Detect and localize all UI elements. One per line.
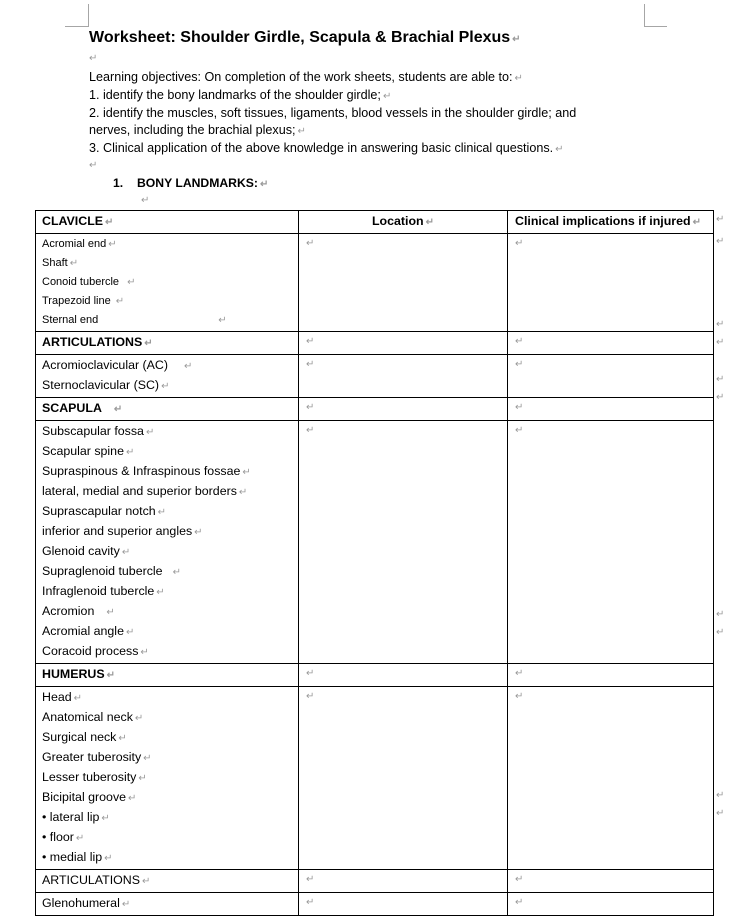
clinical-cell[interactable]: ↵ xyxy=(508,893,714,916)
list-item: • lateral lip ↵ xyxy=(42,810,110,824)
row-end-mark: ↵ xyxy=(716,337,725,348)
clinical-cell[interactable]: ↵ xyxy=(508,398,714,421)
row-end-mark: ↵ xyxy=(716,609,725,620)
header-clinical-implications: Clinical implications if injured ↵ xyxy=(508,211,714,234)
humerus-landmarks-cell xyxy=(36,687,299,870)
list-item: Conoid tubercle ↵ xyxy=(42,276,136,288)
clinical-cell[interactable]: ↵ xyxy=(508,870,714,893)
list-item: • medial lip ↵ xyxy=(42,850,113,864)
list-item: Surgical neck ↵ xyxy=(42,730,127,744)
objective-2: 2. identify the muscles, soft tissues, ligaments, blood vessels in the shoulder girdle; and xyxy=(89,106,577,120)
list-item: Bicipital groove ↵ xyxy=(42,790,137,804)
location-cell[interactable]: ↵ xyxy=(299,893,508,916)
table-row xyxy=(36,332,714,355)
clavicle-joints-cell xyxy=(36,355,299,398)
bony-landmarks-table xyxy=(35,210,714,916)
table-row-header xyxy=(36,211,714,234)
row-end-mark: ↵ xyxy=(716,236,725,247)
row-end-mark: ↵ xyxy=(716,319,725,330)
list-item: Sternoclavicular (SC) ↵ xyxy=(42,378,170,392)
list-item: Trapezoid line ↵ xyxy=(42,295,125,307)
clinical-cell[interactable]: ↵ xyxy=(508,234,714,332)
scapula-heading: SCAPULA ↵ xyxy=(36,398,299,421)
list-item: Greater tuberosity ↵ xyxy=(42,750,152,764)
row-end-mark: ↵ xyxy=(716,374,725,385)
list-item: Shaft ↵ xyxy=(42,257,79,269)
list-item: Supraglenoid tubercle ↵ xyxy=(42,564,181,578)
list-item: Anatomical neck ↵ xyxy=(42,710,144,724)
paragraph-mark: ↵ xyxy=(89,160,98,171)
crop-mark-top-right xyxy=(644,4,667,27)
table-row xyxy=(36,870,714,893)
list-item: Glenoid cavity ↵ xyxy=(42,544,131,558)
header-clavicle: CLAVICLE ↵ xyxy=(36,211,299,234)
location-cell[interactable]: ↵ xyxy=(299,332,508,355)
list-item: Supraspinous & Infraspinous fossae ↵ xyxy=(42,464,251,478)
table-row xyxy=(36,421,714,664)
location-cell[interactable]: ↵ xyxy=(299,355,508,398)
objective-1: 1. identify the bony landmarks of the shoulder girdle; ↵ xyxy=(89,88,392,102)
list-item: Infraglenoid tubercle ↵ xyxy=(42,584,165,598)
table-row xyxy=(36,234,714,332)
scapula-landmarks-cell xyxy=(36,421,299,664)
row-end-mark: ↵ xyxy=(716,627,725,638)
list-item: inferior and superior angles ↵ xyxy=(42,524,203,538)
row-end-mark: ↵ xyxy=(716,808,725,819)
list-item: Sternal end ↵ xyxy=(42,314,227,326)
humerus-heading: HUMERUS ↵ xyxy=(36,664,299,687)
paragraph-mark: ↵ xyxy=(141,195,150,206)
location-cell[interactable]: ↵ xyxy=(299,687,508,870)
location-cell[interactable]: ↵ xyxy=(299,664,508,687)
list-item: Acromial end ↵ xyxy=(42,238,117,250)
articulations-heading: ARTICULATIONS ↵ xyxy=(36,870,299,893)
list-item: Scapular spine ↵ xyxy=(42,444,135,458)
table-row xyxy=(36,893,714,916)
list-item: Lesser tuberosity ↵ xyxy=(42,770,147,784)
articulations-heading: ARTICULATIONS ↵ xyxy=(36,332,299,355)
list-item: • floor ↵ xyxy=(42,830,85,844)
list-item: Head ↵ xyxy=(42,690,83,704)
crop-mark-top-left xyxy=(65,4,89,27)
header-location: Location ↵ xyxy=(299,211,508,234)
humerus-joints-cell: Glenohumeral ↵ xyxy=(36,893,299,916)
list-item: Acromial angle ↵ xyxy=(42,624,135,638)
clavicle-landmarks-cell xyxy=(36,234,299,332)
table-row xyxy=(36,664,714,687)
list-item: Suprascapular notch ↵ xyxy=(42,504,167,518)
table-row xyxy=(36,687,714,870)
list-item: Acromioclavicular (AC) ↵ xyxy=(42,358,193,372)
clinical-cell[interactable]: ↵ xyxy=(508,687,714,870)
table-row xyxy=(36,355,714,398)
objective-2-continued: nerves, including the brachial plexus; ↵ xyxy=(89,123,306,137)
list-item: Subscapular fossa ↵ xyxy=(42,424,155,438)
table-row xyxy=(36,398,714,421)
objectives-intro: Learning objectives: On completion of the work sheets, students are able to: ↵ xyxy=(89,70,523,84)
objective-3: 3. Clinical application of the above knowledge in answering basic clinical questions. ↵ xyxy=(89,141,564,155)
location-cell[interactable]: ↵ xyxy=(299,234,508,332)
clinical-cell[interactable]: ↵ xyxy=(508,421,714,664)
list-item: lateral, medial and superior borders ↵ xyxy=(42,484,248,498)
clinical-cell[interactable]: ↵ xyxy=(508,332,714,355)
section-heading-bony-landmarks: 1. BONY LANDMARKS: ↵ xyxy=(113,176,269,190)
location-cell[interactable]: ↵ xyxy=(299,398,508,421)
location-cell[interactable]: ↵ xyxy=(299,870,508,893)
row-end-mark: ↵ xyxy=(716,214,725,225)
worksheet-title: Worksheet: Shoulder Girdle, Scapula & Brachial Plexus ↵ xyxy=(89,29,521,46)
list-item: Coracoid process ↵ xyxy=(42,644,149,658)
list-item: Acromion ↵ xyxy=(42,604,115,618)
clinical-cell[interactable]: ↵ xyxy=(508,664,714,687)
row-end-mark: ↵ xyxy=(716,790,725,801)
clinical-cell[interactable]: ↵ xyxy=(508,355,714,398)
paragraph-mark: ↵ xyxy=(89,53,98,64)
location-cell[interactable]: ↵ xyxy=(299,421,508,664)
row-end-mark: ↵ xyxy=(716,392,725,403)
